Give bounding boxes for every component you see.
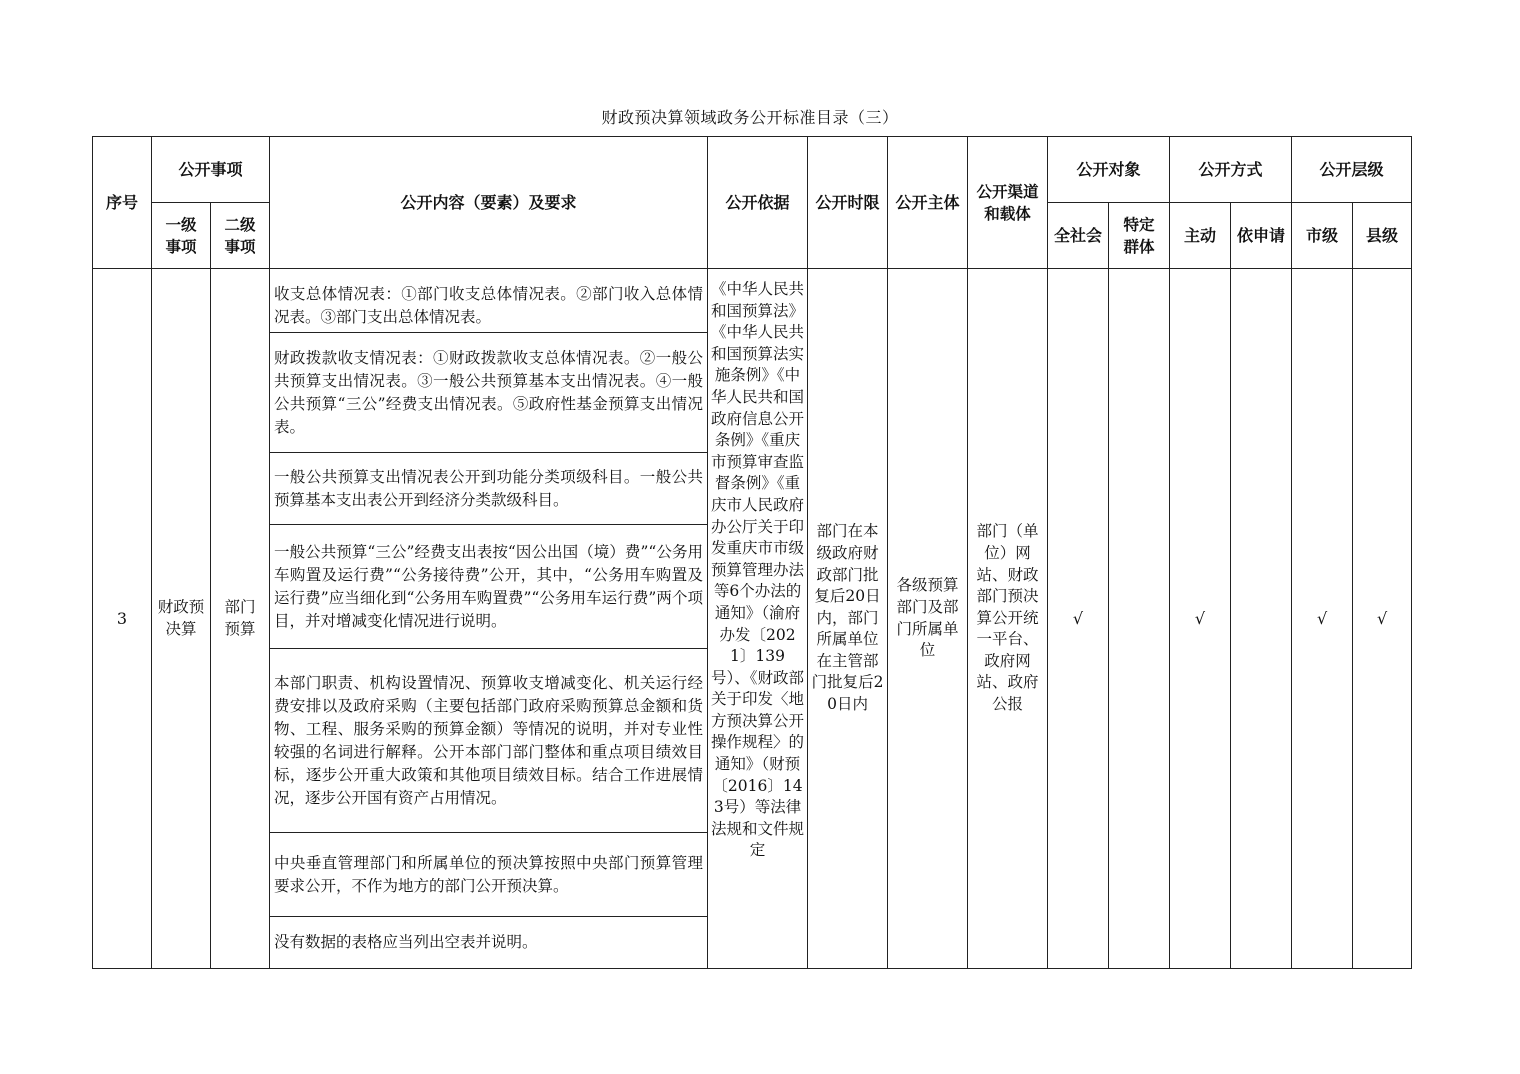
header-mode: 公开方式 xyxy=(1170,137,1292,203)
header-target-specific: 特定群体 xyxy=(1109,203,1170,269)
header-time-limit: 公开时限 xyxy=(808,137,888,269)
content-item: 没有数据的表格应当列出空表并说明。 xyxy=(270,917,708,969)
row-seq: 3 xyxy=(93,269,152,969)
header-mode-active: 主动 xyxy=(1170,203,1231,269)
header-tier: 公开层级 xyxy=(1292,137,1412,203)
header-subject: 公开主体 xyxy=(888,137,968,269)
content-item: 财政拨款收支情况表：①财政拨款收支总体情况表。②一般公共预算支出情况表。③一般公共预算基本支出情况表。④一般公共预算“三公”经费支出情况表。⑤政府性基金预算支出情况表。 xyxy=(270,333,708,453)
header-row-1 xyxy=(93,137,1412,203)
row-basis: 《中华人民共和国预算法》《中华人民共和国预算法实施条例》《中华人民共和国政府信息公开条例》《重庆市预算审查监督条例》《重庆市人民政府办公厅关于印发重庆市市级预算管理办法等6个办法的通知》（渝府办发〔2021〕139号）、《财政部关于印发〈地方预决算公开操作规程〉的通知》（财预〔2016〕143号）等法律法规和文件规定 xyxy=(708,269,808,969)
header-items: 公开事项 xyxy=(152,137,270,203)
table-row xyxy=(93,269,1412,333)
content-item: 一般公共预算“三公”经费支出表按“因公出国（境）费”“公务用车购置及运行费”“公务接待费”公开，其中，“公务用车购置及运行费”应当细化到“公务用车购置费”“公务用车运行费”两个项目，并对增减变化情况进行说明。 xyxy=(270,525,708,649)
content-item: 中央垂直管理部门和所属单位的预决算按照中央部门预算管理要求公开，不作为地方的部门公开预决算。 xyxy=(270,833,708,917)
content-item: 本部门职责、机构设置情况、预算收支增减变化、机关运行经费安排以及政府采购（主要包括部门政府采购预算总金额和货物、工程、服务采购的预算金额）等情况的说明，并对专业性较强的名词进行解释。公开本部门部门整体和重点项目绩效目标，逐步公开重大政策和其他项目绩效目标。结合工作进展情况，逐步公开国有资产占用情况。 xyxy=(270,649,708,833)
content-item: 收支总体情况表：①部门收支总体情况表。②部门收入总体情况表。③部门支出总体情况表。 xyxy=(270,269,708,333)
header-level1: 一级事项 xyxy=(152,203,211,269)
header-target: 公开对象 xyxy=(1048,137,1170,203)
header-target-all: 全社会 xyxy=(1048,203,1109,269)
header-channel: 公开渠道和载体 xyxy=(968,137,1048,269)
row-mode-request-check xyxy=(1231,269,1292,969)
page-title: 财政预决算领域政务公开标准目录（三） xyxy=(601,108,899,127)
header-tier-city: 市级 xyxy=(1292,203,1353,269)
row-target-all-check: √ xyxy=(1048,269,1109,969)
row-tier-city-check: √ xyxy=(1292,269,1353,969)
row-channel: 部门（单位）网站、财政部门预决算公开统一平台、政府网站、政府公报 xyxy=(968,269,1048,969)
row-level2: 部门预算 xyxy=(211,269,270,969)
header-basis: 公开依据 xyxy=(708,137,808,269)
header-level2: 二级事项 xyxy=(211,203,270,269)
row-mode-active-check: √ xyxy=(1170,269,1231,969)
row-target-specific-check xyxy=(1109,269,1170,969)
content-item: 一般公共预算支出情况表公开到功能分类项级科目。一般公共预算基本支出表公开到经济分类款级科目。 xyxy=(270,453,708,525)
header-mode-request: 依申请 xyxy=(1231,203,1292,269)
row-subject: 各级预算部门及部门所属单位 xyxy=(888,269,968,969)
disclosure-catalog-table xyxy=(92,136,1412,969)
row-tier-county-check: √ xyxy=(1353,269,1412,969)
row-time-limit: 部门在本级政府财政部门批复后20日内，部门所属单位在主管部门批复后20日内 xyxy=(808,269,888,969)
row-level1: 财政预决算 xyxy=(152,269,211,969)
header-seq: 序号 xyxy=(93,137,152,269)
header-content: 公开内容（要素）及要求 xyxy=(270,137,708,269)
header-tier-county: 县级 xyxy=(1353,203,1412,269)
